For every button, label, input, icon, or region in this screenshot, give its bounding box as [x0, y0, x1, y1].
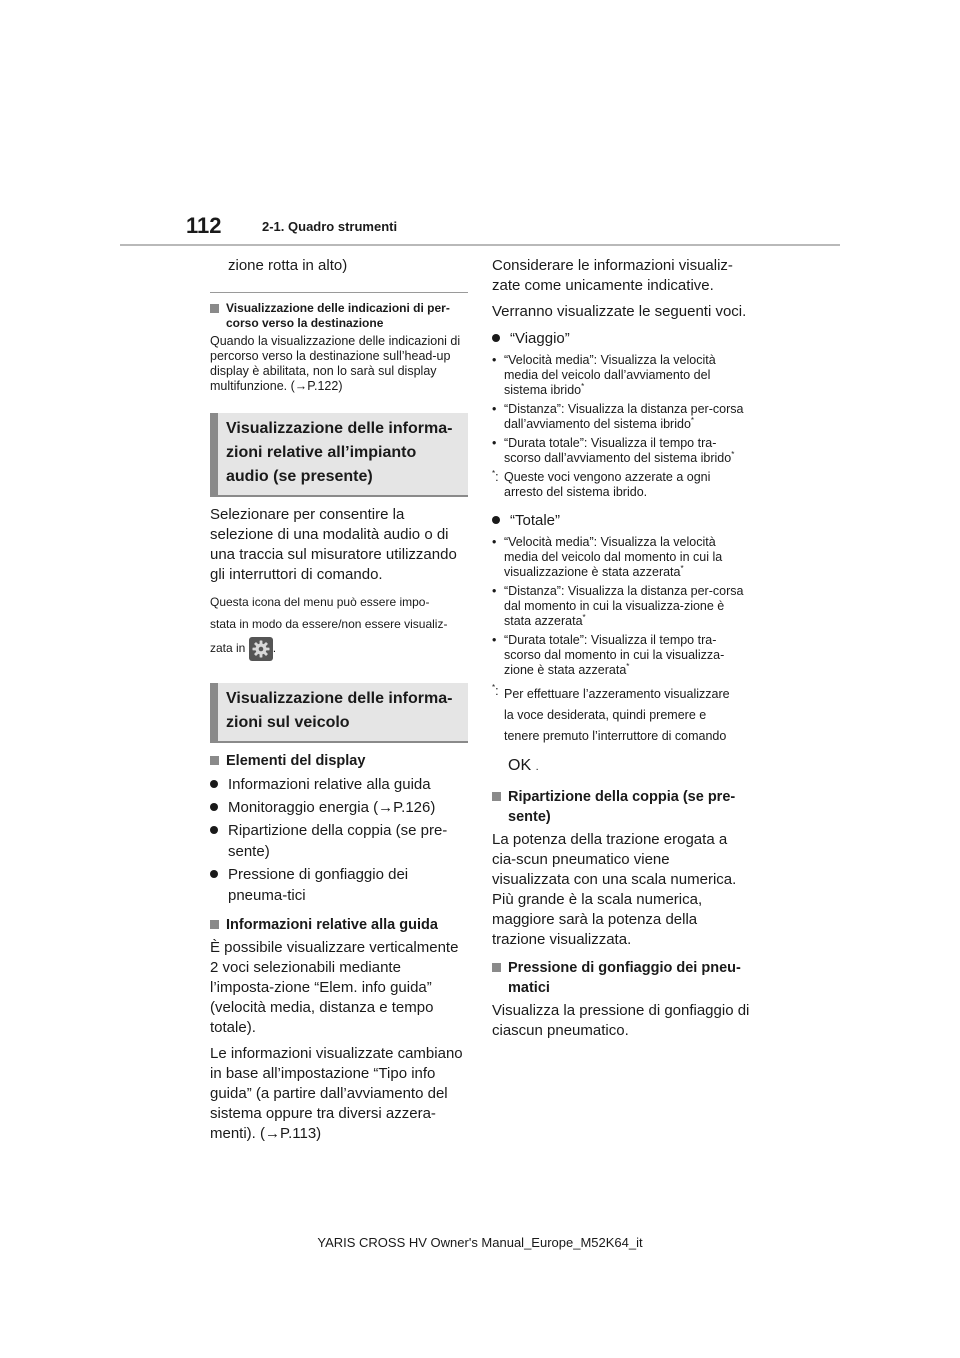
- trip-item: • “Distanza”: Visualizza la distanza per-corsa dall’avviamento del sistema ibrido*: [492, 402, 744, 431]
- total-footnote-line-3: tenere premuto l’interruttore di comando: [504, 729, 727, 743]
- bullet-icon: [210, 803, 218, 811]
- continuation-text: zione rotta in alto): [228, 257, 348, 274]
- drive-body-2: Le informazioni visualizzate cambiano in base all’impostazione “Tipo info guida” (a partire dall’avviamento del sistema oppure tra diversi azzera-menti). (→P.113): [210, 1045, 463, 1142]
- audio-note-line-2: stata in modo da essere/non essere visualiz-: [210, 617, 448, 631]
- list-item-text: Ripartizione della coppia (se pre-sente): [228, 822, 448, 860]
- audio-note-line-1: Questa icona del menu può essere impo-: [210, 595, 430, 609]
- bullet-icon: [210, 870, 218, 878]
- torque-body: La potenza della trazione erogata a cia-scun pneumatico viene visualizzata con una scala numerica. Più grande è la scala numerica, maggiore sarà la potenza della trazione visualizzata.: [492, 831, 737, 948]
- drive-subheading-text: Informazioni relative alla guida: [226, 917, 438, 933]
- right-column: [492, 256, 750, 1047]
- page-footer: YARIS CROSS HV Owner's Manual_Europe_M52K64_it: [317, 1235, 643, 1250]
- torque-subheading-text: Ripartizione della coppia (se pre-sente): [508, 789, 736, 825]
- section-title: 2-1. Quadro strumenti: [262, 219, 398, 234]
- total-footnote: *: Per effettuare l’azzeramento visualizzare la voce desiderata, quindi premere e tenere premuto l’interruttore di comando: [492, 684, 750, 747]
- tire-subheading-text: Pressione di gonfiaggio dei pneu-matici: [508, 960, 741, 996]
- bullet-icon: [210, 780, 218, 788]
- tire-body: Visualizza la pressione di gonfiaggio di ciascun pneumatico.: [492, 1002, 750, 1039]
- bullet-icon: [210, 826, 218, 834]
- audio-body: Selezionare per consentire la selezione di una modalità audio o di una traccia sul misuratore utilizzando gli interruttori di comando.: [210, 506, 457, 583]
- square-bullet-icon: [210, 920, 219, 929]
- left-column: [210, 256, 468, 1150]
- audio-note-line-3: [210, 637, 468, 661]
- intro-1: Considerare le informazioni visualiz-zate come unicamente indicative.: [492, 257, 733, 294]
- list-item: [210, 864, 468, 906]
- tire-subheading: [492, 958, 750, 998]
- square-bullet-icon: [492, 963, 501, 972]
- trip-item: • “Velocità media”: Visualizza la velocità media del veicolo dall’avviamento del sistema ibrido*: [492, 353, 716, 397]
- total-item-text: “Durata totale”: Visualizza il tempo tra-scorso dal momento in cui la visualizza-zione è stata azzerata: [504, 633, 725, 677]
- display-list: [210, 774, 468, 906]
- section-divider: [210, 292, 468, 293]
- square-bullet-icon: [210, 304, 219, 313]
- list-item: [210, 774, 468, 795]
- trip-label-text: “Viaggio”: [510, 330, 570, 347]
- list-item-text: Pressione di gonfiaggio dei pneuma-tici: [228, 866, 409, 904]
- square-bullet-icon: [492, 792, 501, 801]
- bullet-icon: [492, 334, 500, 342]
- total-label-text: “Totale”: [510, 512, 561, 529]
- list-item: [210, 797, 468, 818]
- total-footnote-line-2: la voce desiderata, quindi premere e: [504, 708, 707, 722]
- trip-item-text: “Velocità media”: Visualizza la velocità media del veicolo dall’avviamento del sistema ibrido: [504, 353, 716, 397]
- audio-note-text: zata in: [210, 641, 246, 656]
- trip-item-text: “Distanza”: Visualizza la distanza per-corsa dall’avviamento del sistema ibrido: [504, 402, 744, 431]
- ok-switch-line: [508, 757, 750, 775]
- ok-switch-icon: OK: [508, 757, 532, 774]
- dest-subheading: [210, 301, 468, 331]
- dest-subheading-text: Visualizzazione delle indicazioni di per-corso verso la destinazione: [226, 301, 450, 330]
- total-item-text: “Velocità media”: Visualizza la velocità media del veicolo dal momento in cui la visualizzazione è stata azzerata: [504, 535, 723, 579]
- audio-note-period: .: [272, 641, 277, 656]
- gear-icon: [249, 637, 273, 661]
- drive-body-1: È possibile visualizzare verticalmente 2 voci selezionabili mediante l’imposta-zione “Elem. info guida” (velocità media, distanza e tempo totale).: [210, 939, 459, 1036]
- square-bullet-icon: [210, 756, 219, 765]
- trip-label: [492, 328, 750, 349]
- display-subheading-text: Elementi del display: [226, 753, 366, 769]
- trip-footnote: *: Queste voci vengono azzerate a ogni arresto del sistema ibrido.: [492, 470, 750, 500]
- intro-2: Verranno visualizzate le seguenti voci.: [492, 303, 747, 320]
- audio-heading: Visualizzazione delle informa-zioni relative all’impianto audio (se presente): [210, 413, 468, 497]
- bullet-icon: [492, 516, 500, 524]
- header-divider: [120, 244, 840, 246]
- total-label: [492, 510, 750, 531]
- torque-subheading: [492, 787, 750, 827]
- total-item: • “Durata totale”: Visualizza il tempo tra-scorso dal momento in cui la visualizza-zione è stata azzerata*: [492, 633, 725, 677]
- list-item: [210, 820, 468, 862]
- drive-subheading: [210, 915, 468, 935]
- ok-period: .: [535, 761, 539, 773]
- page-number: 112: [186, 213, 222, 238]
- total-item: • “Distanza”: Visualizza la distanza per-corsa dal momento in cui la visualizza-zione è stata azzerata*: [492, 584, 744, 628]
- trip-item: • “Durata totale”: Visualizza il tempo tra-scorso dall’avviamento del sistema ibrido*: [492, 436, 735, 465]
- total-item: • “Velocità media”: Visualizza la velocità media del veicolo dal momento in cui la visualizzazione è stata azzerata*: [492, 535, 723, 579]
- list-item-text: Monitoraggio energia (→P.126): [228, 799, 436, 816]
- trip-item-text: “Durata totale”: Visualizza il tempo tra-scorso dall’avviamento del sistema ibrido: [504, 436, 732, 465]
- total-footnote-line-1: Per effettuare l’azzeramento visualizzare: [504, 687, 730, 701]
- vehicle-heading: Visualizzazione delle informa-zioni sul veicolo: [210, 683, 468, 743]
- dest-body: Quando la visualizzazione delle indicazioni di percorso verso la destinazione sull’head-up display è abilitata, non lo sarà sul display multifunzione. (→P.122): [210, 334, 461, 393]
- list-item-text: Informazioni relative alla guida: [228, 776, 431, 793]
- trip-footnote-text: Queste voci vengono azzerate a ogni arresto del sistema ibrido.: [504, 470, 711, 499]
- total-item-text: “Distanza”: Visualizza la distanza per-corsa dal momento in cui la visualizza-zione è stata azzerata: [504, 584, 744, 628]
- display-subheading: [210, 751, 468, 771]
